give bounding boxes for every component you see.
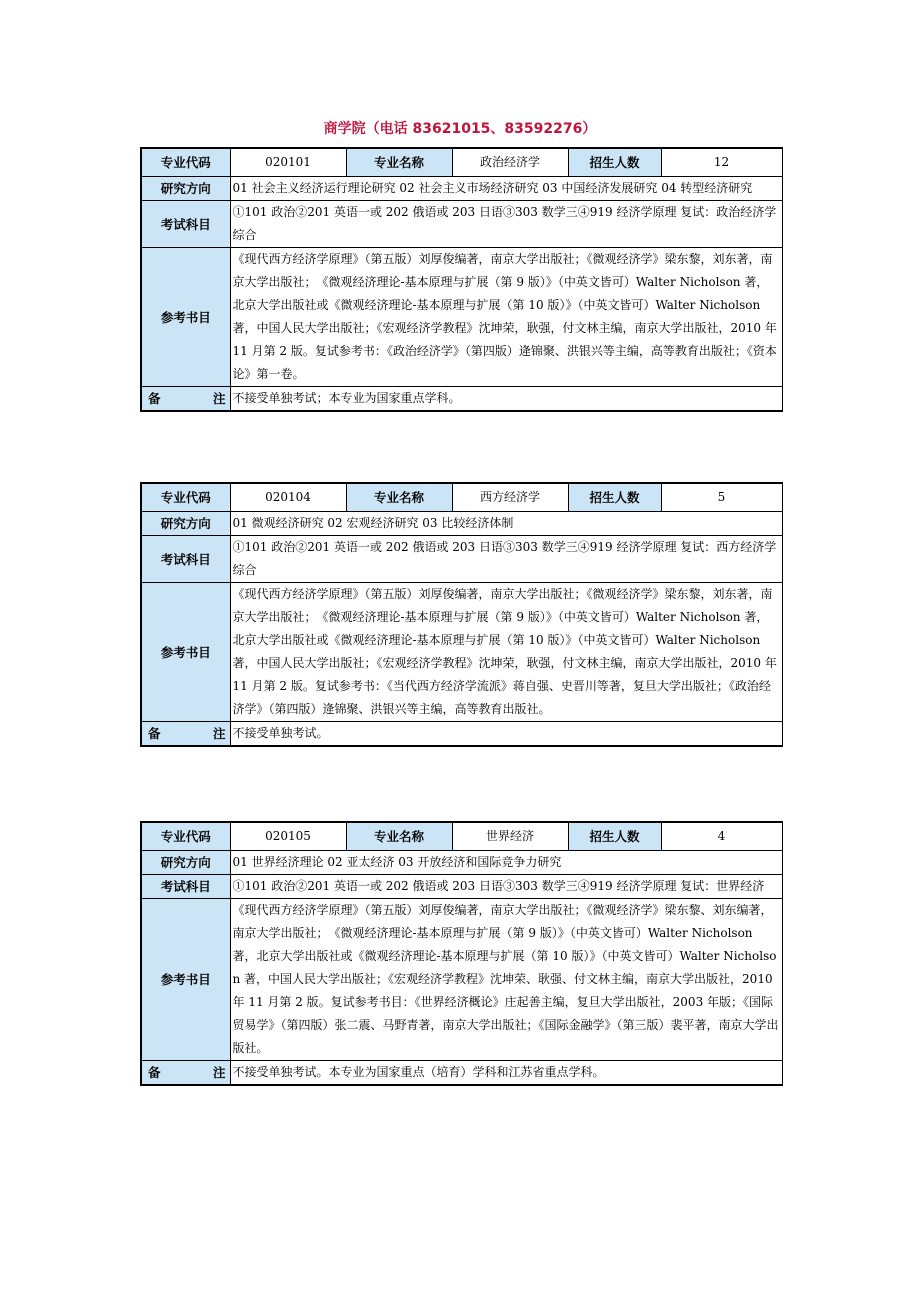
subjects-value: ①101 政治②201 英语一或 202 俄语或 203 日语③303 数学三④919 经济学原理 复试：世界经济 (230, 875, 782, 899)
remark-value: 不接受单独考试。本专业为国家重点（培育）学科和江苏省重点学科。 (230, 1061, 782, 1086)
remark-label (141, 1061, 230, 1086)
enroll-label: 招生人数 (568, 822, 661, 851)
remark-label-char-1: 备 (148, 1065, 161, 1080)
enroll-label: 招生人数 (568, 483, 661, 512)
direction-value: 01 微观经济研究 02 宏观经济研究 03 比较经济体制 (230, 512, 782, 536)
code-label: 专业代码 (141, 148, 230, 177)
remark-label (141, 722, 230, 747)
page-title: 商学院（电话 83621015、83592276） (323, 121, 597, 137)
books-row (141, 248, 782, 387)
remark-row (141, 387, 782, 412)
remark-row (141, 722, 782, 747)
program-header-row (141, 148, 782, 177)
name-value: 世界经济 (452, 822, 568, 851)
subjects-label: 考试科目 (141, 536, 230, 583)
books-value: 《现代西方经济学原理》（第五版）刘厚俊编著，南京大学出版社；《微观经济学》梁东黎，刘东著，南京大学出版社； 《微观经济理论-基本原理与扩展（第 9 版）》（中英文皆可）Walter Nicholson 著，北京大学出版社或《微观经济理论-基本原理与扩展（第 10 版）》（中英文皆可）Walter Nicholson 著，中国人民大学出版社；《宏观经济学教程》沈坤荣，耿强，付文林主编，南京大学出版社，2010 年 11 月第 2 版。复试参考书：《当代西方经济学流派》蒋自强、史晋川等著，复旦大学出版社；《政治经济学》（第四版）逄锦聚、洪银兴等主编，高等教育出版社。 (230, 583, 782, 722)
code-value: 020101 (230, 148, 346, 177)
subjects-value: ①101 政治②201 英语一或 202 俄语或 203 日语③303 数学三④919 经济学原理 复试：西方经济学综合 (230, 536, 782, 583)
direction-label: 研究方向 (141, 851, 230, 875)
direction-label: 研究方向 (141, 512, 230, 536)
remark-label-char-2: 注 (212, 726, 226, 741)
program-table-020101 (140, 147, 783, 412)
direction-row (141, 512, 782, 536)
remark-label-char-2: 注 (212, 1065, 226, 1080)
books-value: 《现代西方经济学原理》（第五版）刘厚俊编著，南京大学出版社；《微观经济学》梁东黎，刘东著，南京大学出版社； 《微观经济理论-基本原理与扩展（第 9 版）》（中英文皆可）Walter Nicholson 著，北京大学出版社或《微观经济理论-基本原理与扩展（第 10 版）》（中英文皆可）Walter Nicholson 著，中国人民大学出版社；《宏观经济学教程》沈坤荣，耿强，付文林主编，南京大学出版社，2010 年 11 月第 2 版。复试参考书：《政治经济学》（第四版）逄锦聚、洪银兴等主编，高等教育出版社；《资本论》第一卷。 (230, 248, 782, 387)
books-label: 参考书目 (141, 583, 230, 722)
name-label: 专业名称 (346, 822, 452, 851)
subjects-label: 考试科目 (141, 201, 230, 248)
books-value: 《现代西方经济学原理》（第五版）刘厚俊编著，南京大学出版社；《微观经济学》梁东黎、刘东编著，南京大学出版社； 《微观经济理论-基本原理与扩展（第 9 版）》（中英文皆可）Walter Nicholson 著，北京大学出版社或《微观经济理论-基本原理与扩展（第 10 版）》（中英文皆可）Walter Nicholson 著，中国人民大学出版社；《宏观经济学教程》沈坤荣、耿强、付文林主编，南京大学出版社，2010 年 11 月第 2 版。复试参考书目：《世界经济概论》庄起善主编，复旦大学出版社，2003 年版；《国际贸易学》（第四版）张二震、马野青著，南京大学出版社；《国际金融学》（第三版）裴平著，南京大学出版社。 (230, 899, 782, 1061)
books-label: 参考书目 (141, 248, 230, 387)
subjects-row (141, 536, 782, 583)
books-label: 参考书目 (141, 899, 230, 1061)
remark-value: 不接受单独考试；本专业为国家重点学科。 (230, 387, 782, 412)
remark-label-char-1: 备 (148, 726, 161, 741)
subjects-value: ①101 政治②201 英语一或 202 俄语或 203 日语③303 数学三④919 经济学原理 复试：政治经济学综合 (230, 201, 782, 248)
code-value: 020105 (230, 822, 346, 851)
enroll-value: 4 (661, 822, 782, 851)
remark-row (141, 1061, 782, 1086)
enroll-value: 12 (661, 148, 782, 177)
direction-row (141, 177, 782, 201)
subjects-row (141, 201, 782, 248)
name-value: 政治经济学 (452, 148, 568, 177)
name-value: 西方经济学 (452, 483, 568, 512)
remark-label-char-2: 注 (212, 391, 226, 406)
enroll-value: 5 (661, 483, 782, 512)
name-label: 专业名称 (346, 148, 452, 177)
program-table-020105 (140, 821, 783, 1086)
direction-value: 01 世界经济理论 02 亚太经济 03 开放经济和国际竞争力研究 (230, 851, 782, 875)
enroll-label: 招生人数 (568, 148, 661, 177)
program-header-row (141, 822, 782, 851)
remark-value: 不接受单独考试。 (230, 722, 782, 747)
books-row (141, 583, 782, 722)
books-row (141, 899, 782, 1061)
code-label: 专业代码 (141, 822, 230, 851)
subjects-label: 考试科目 (141, 875, 230, 899)
code-label: 专业代码 (141, 483, 230, 512)
name-label: 专业名称 (346, 483, 452, 512)
code-value: 020104 (230, 483, 346, 512)
direction-value: 01 社会主义经济运行理论研究 02 社会主义市场经济研究 03 中国经济发展研究 04 转型经济研究 (230, 177, 782, 201)
subjects-row (141, 875, 782, 899)
direction-label: 研究方向 (141, 177, 230, 201)
program-table-020104 (140, 482, 783, 747)
program-header-row (141, 483, 782, 512)
remark-label-char-1: 备 (148, 391, 161, 406)
remark-label (141, 387, 230, 412)
direction-row (141, 851, 782, 875)
